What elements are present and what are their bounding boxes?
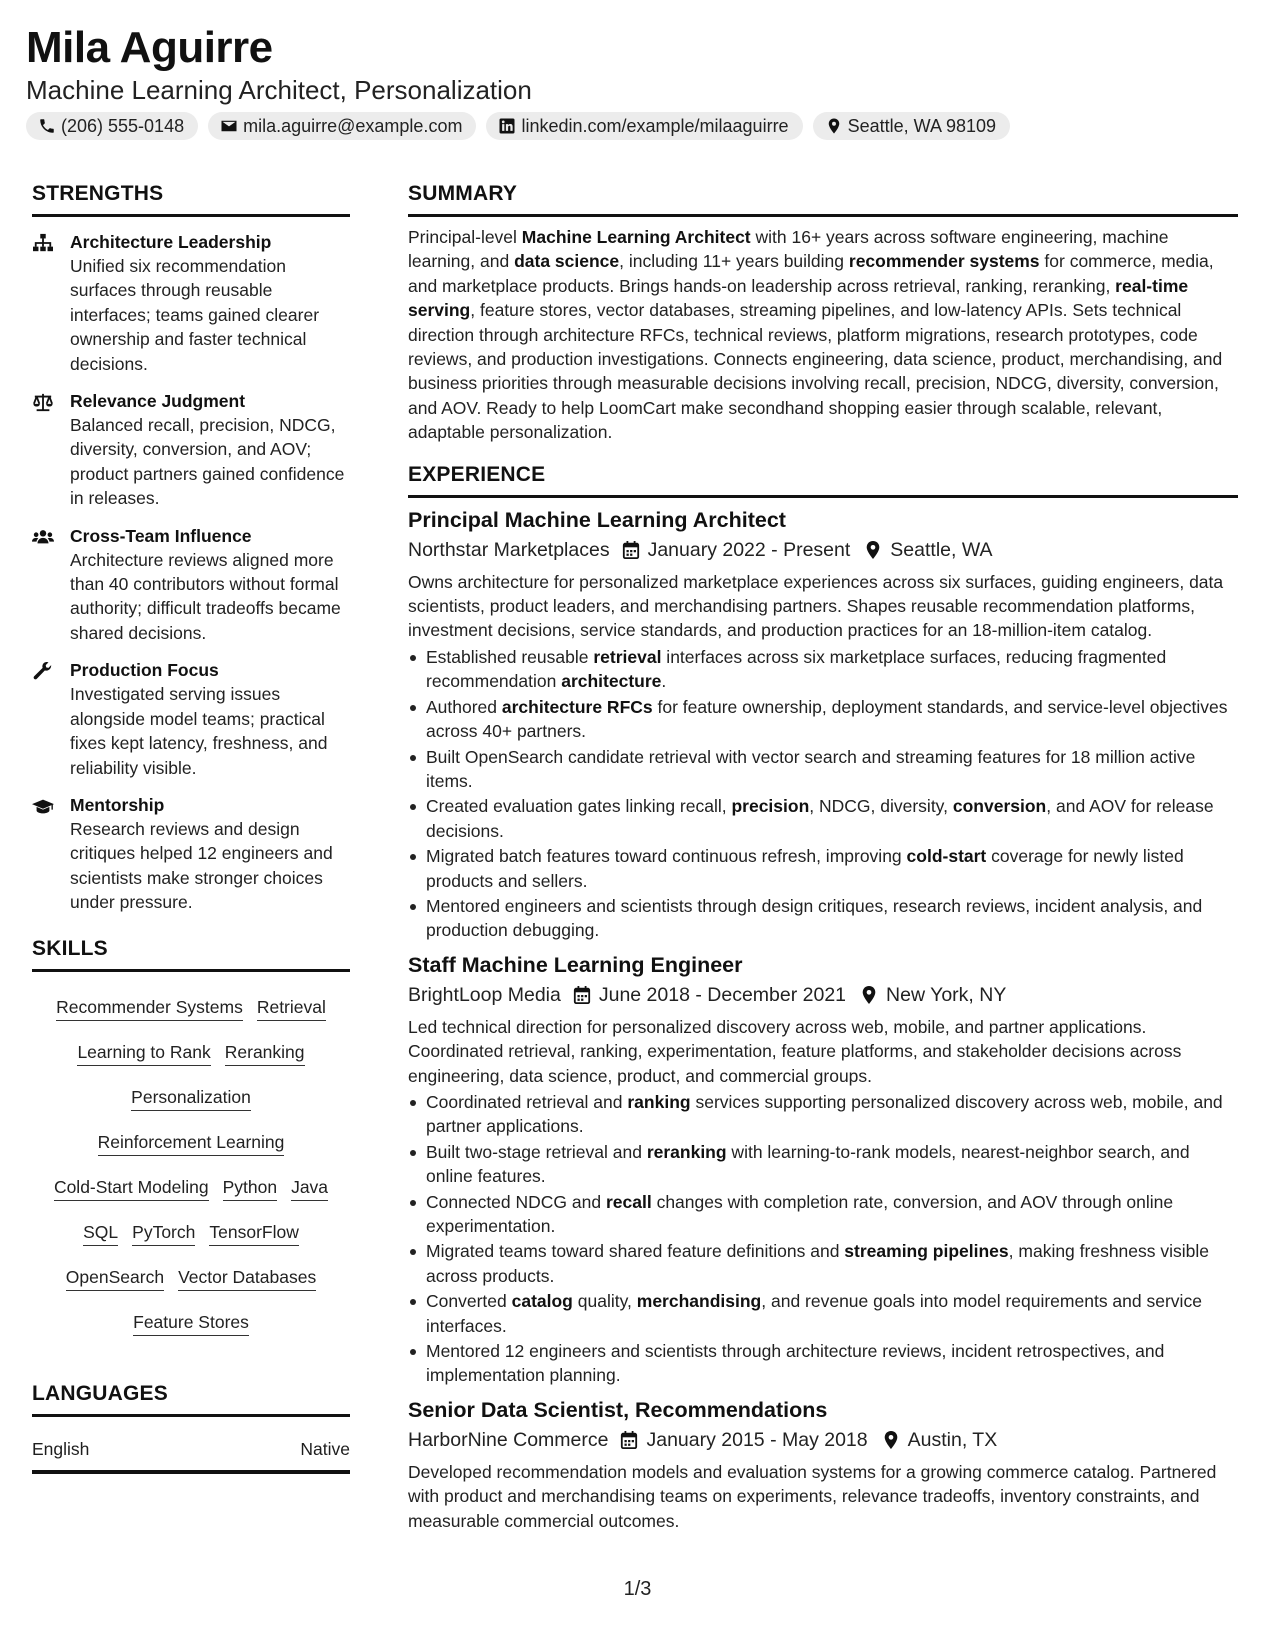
- job-title: Senior Data Scientist, Recommendations: [408, 1397, 828, 1422]
- language-level: Native: [300, 1438, 350, 1459]
- skills-row: [32, 1031, 350, 1076]
- skill-tag: PyTorch: [132, 1220, 195, 1246]
- strength-desc: Unified six recommendation surfaces through reusable interfaces; teams gained clearer ownership and faster technical decisions.: [70, 256, 320, 374]
- contact-location[interactable]: [813, 112, 1010, 140]
- strength-desc: Balanced recall, precision, NDCG, diversity, conversion, and AOV; product partners gained confidence in releases.: [70, 415, 345, 509]
- job-bullet: Created evaluation gates linking recall, precision, NDCG, diversity, conversion, and AOV for release decisions.: [408, 794, 1238, 843]
- job-company: Northstar Marketplaces: [408, 538, 610, 561]
- right-column: [408, 182, 1238, 1533]
- job-description: Developed recommendation models and evaluation systems for a growing commerce catalog. Partnered with product and merchandising teams on experiments, relevance tradeoffs, inventory constraints, and measurable commercial outcomes.: [408, 1461, 1217, 1531]
- skills-row: [32, 1301, 350, 1346]
- job-company: HarborNine Commerce: [408, 1428, 609, 1451]
- strength-item: [32, 658, 350, 780]
- job-company: BrightLoop Media: [408, 983, 561, 1006]
- skills-row: [32, 1256, 350, 1301]
- envelope-icon: [220, 117, 238, 135]
- job-dates: June 2018 - December 2021: [598, 983, 847, 1006]
- job-meta: [408, 536, 1238, 564]
- job-bullet: Built two-stage retrieval and reranking with learning-to-rank models, nearest-neighbor search, and online features.: [408, 1140, 1238, 1189]
- skill-tag: SQL: [83, 1220, 118, 1246]
- job-bullet: Migrated batch features toward continuous refresh, improving cold-start coverage for newly listed products and sellers.: [408, 844, 1238, 893]
- skills-row: [32, 1121, 350, 1166]
- strength-desc: Architecture reviews aligned more than 40 contributors without formal authority; difficult tradeoffs became shared decisions.: [70, 549, 341, 643]
- strengths-heading: STRENGTHS: [32, 182, 350, 217]
- graduation-cap-icon: [32, 796, 54, 816]
- strength-item: [32, 793, 350, 915]
- skill-tag: Learning to Rank: [77, 1040, 210, 1066]
- skill-tag: TensorFlow: [209, 1220, 298, 1246]
- job-location: New York, NY: [886, 983, 1007, 1006]
- skills-row: [32, 1211, 350, 1256]
- job-bullet: Mentored 12 engineers and scientists through architecture reviews, incident retrospectives, and implementation planning.: [408, 1339, 1238, 1388]
- candidate-name: Mila Aguirre: [26, 23, 273, 72]
- job-bullet: Built OpenSearch candidate retrieval with vector search and streaming features for 18 million active items.: [408, 745, 1238, 794]
- calendar-icon: [620, 1430, 638, 1450]
- contact-linkedin-text: linkedin.com/example/milaaguirre: [521, 115, 789, 136]
- balance-scale-icon: [32, 392, 54, 412]
- contact-linkedin[interactable]: [486, 112, 802, 140]
- strength-title: Production Focus: [70, 660, 219, 681]
- skill-tag: Retrieval: [257, 995, 326, 1021]
- job-bullet: Connected NDCG and recall changes with completion rate, conversion, and AOV through online experimentation.: [408, 1190, 1238, 1239]
- job-title: Staff Machine Learning Engineer: [408, 952, 743, 977]
- language-name: English: [32, 1438, 90, 1459]
- job-description: Led technical direction for personalized discovery across web, mobile, and partner applications. Coordinated retrieval, ranking, experimentation, feature platforms, and stakeholder decisions across engineering, data science, product, and commercial groups.: [408, 1016, 1182, 1086]
- left-column: [32, 182, 350, 1474]
- job-dates: January 2015 - May 2018: [646, 1428, 868, 1451]
- job-bullet: Converted catalog quality, merchandising, and revenue goals into model requirements and service interfaces.: [408, 1289, 1238, 1338]
- map-pin-icon: [864, 540, 882, 560]
- job-title: Principal Machine Learning Architect: [408, 507, 786, 532]
- skill-tag: Vector Databases: [178, 1265, 316, 1291]
- phone-icon: [38, 117, 56, 135]
- skill-tag: OpenSearch: [66, 1265, 164, 1291]
- skill-tag: Feature Stores: [133, 1310, 249, 1336]
- strength-item: [32, 524, 350, 646]
- job-entry: [408, 506, 1238, 943]
- resume-header: [26, 22, 1256, 140]
- skills-row: [32, 986, 350, 1031]
- strength-item: [32, 389, 350, 511]
- calendar-icon: [573, 985, 591, 1005]
- job-location: Seattle, WA: [890, 538, 993, 561]
- wrench-icon: [32, 661, 54, 681]
- strength-desc: Investigated serving issues alongside model teams; practical fixes kept latency, freshness, and reliability visible.: [70, 684, 328, 778]
- linkedin-icon: [498, 117, 516, 135]
- job-bullet: Migrated teams toward shared feature definitions and streaming pipelines, making freshness visible across products.: [408, 1239, 1238, 1288]
- contact-phone[interactable]: [26, 112, 198, 140]
- job-bullets: [408, 1090, 1238, 1388]
- map-pin-icon: [860, 985, 878, 1005]
- contact-email-text: mila.aguirre@example.com: [243, 115, 463, 136]
- skill-tag: Reinforcement Learning: [98, 1130, 285, 1156]
- experience-heading: EXPERIENCE: [408, 463, 1238, 498]
- job-bullet: Authored architecture RFCs for feature ownership, deployment standards, and service-level objectives across 40+ partners.: [408, 695, 1238, 744]
- job-entry: [408, 951, 1238, 1388]
- strength-title: Mentorship: [70, 794, 165, 815]
- strength-desc: Research reviews and design critiques helped 12 engineers and scientists make stronger choices under pressure.: [70, 818, 333, 913]
- skill-tag: Java: [291, 1175, 328, 1201]
- summary-text: Principal-level Machine Learning Architect with 16+ years across software engineering, machine learning, and data science, including 11+ years building recommender systems for commerce, media, and marketplace products. Brings hands-on leadership across retrieval, ranking, reranking, real-time serving, feature stores, vector databases, streaming pipelines, and low-latency APIs. Sets technical direction through architecture RFCs, technical reviews, platform migrations, research prototypes, code reviews, and production investigations. Connects engineering, data science, product, merchandising, and business priorities through measurable decisions involving recall, precision, NDCG, diversity, conversion, and AOV. Ready to help LoomCart make secondhand shopping easier through scalable, relevant, adaptable personalization.: [408, 227, 1223, 443]
- job-bullet: Established reusable retrieval interfaces across six marketplace surfaces, reducing fragmented recommendation architecture.: [408, 645, 1238, 694]
- contact-phone-text: (206) 555-0148: [61, 115, 185, 136]
- calendar-icon: [622, 540, 640, 560]
- skill-tag: Reranking: [225, 1040, 305, 1066]
- language-row: [32, 1439, 350, 1474]
- skills-row: [32, 1166, 350, 1211]
- candidate-title: Machine Learning Architect, Personalization: [26, 75, 532, 105]
- job-description: Owns architecture for personalized marketplace experiences across six surfaces, guiding engineers, data scientists, product leaders, and merchandising partners. Shapes reusable recommendation platforms, investment decisions, service standards, and production practices for an 18-million-item catalog.: [408, 571, 1224, 641]
- skill-tag: Recommender Systems: [56, 995, 243, 1021]
- skills-row: [32, 1076, 350, 1121]
- contact-bar: [26, 112, 1256, 140]
- skill-tag: Personalization: [131, 1085, 251, 1111]
- skill-tag: Cold-Start Modeling: [54, 1175, 209, 1201]
- job-bullet: Mentored engineers and scientists through design critiques, research reviews, incident analysis, and production debugging.: [408, 894, 1238, 943]
- contact-location-text: Seattle, WA 98109: [847, 115, 997, 136]
- strength-title: Architecture Leadership: [70, 232, 272, 252]
- job-location: Austin, TX: [907, 1428, 998, 1451]
- job-dates: January 2022 - Present: [647, 538, 851, 561]
- page-number: 1/3: [623, 1578, 652, 1600]
- job-entry: [408, 1396, 1238, 1533]
- users-icon: [32, 527, 54, 547]
- map-pin-icon: [882, 1430, 900, 1450]
- skills-heading: SKILLS: [32, 937, 350, 972]
- strength-title: Relevance Judgment: [70, 391, 246, 412]
- summary-heading: SUMMARY: [408, 182, 1238, 217]
- job-meta: [408, 1426, 1238, 1454]
- sitemap-icon: [32, 233, 54, 253]
- contact-email[interactable]: [208, 112, 476, 140]
- job-meta: [408, 981, 1238, 1009]
- experience-list: [408, 506, 1238, 1533]
- job-bullets: [408, 645, 1238, 943]
- map-pin-icon: [825, 117, 843, 135]
- languages-heading: LANGUAGES: [32, 1382, 350, 1417]
- skills-list: [32, 986, 350, 1346]
- strength-item: [32, 230, 350, 376]
- job-bullet: Coordinated retrieval and ranking services supporting personalized discovery across web, mobile, and partner applications.: [408, 1090, 1238, 1139]
- skill-tag: Python: [223, 1175, 277, 1201]
- strength-title: Cross-Team Influence: [70, 525, 252, 546]
